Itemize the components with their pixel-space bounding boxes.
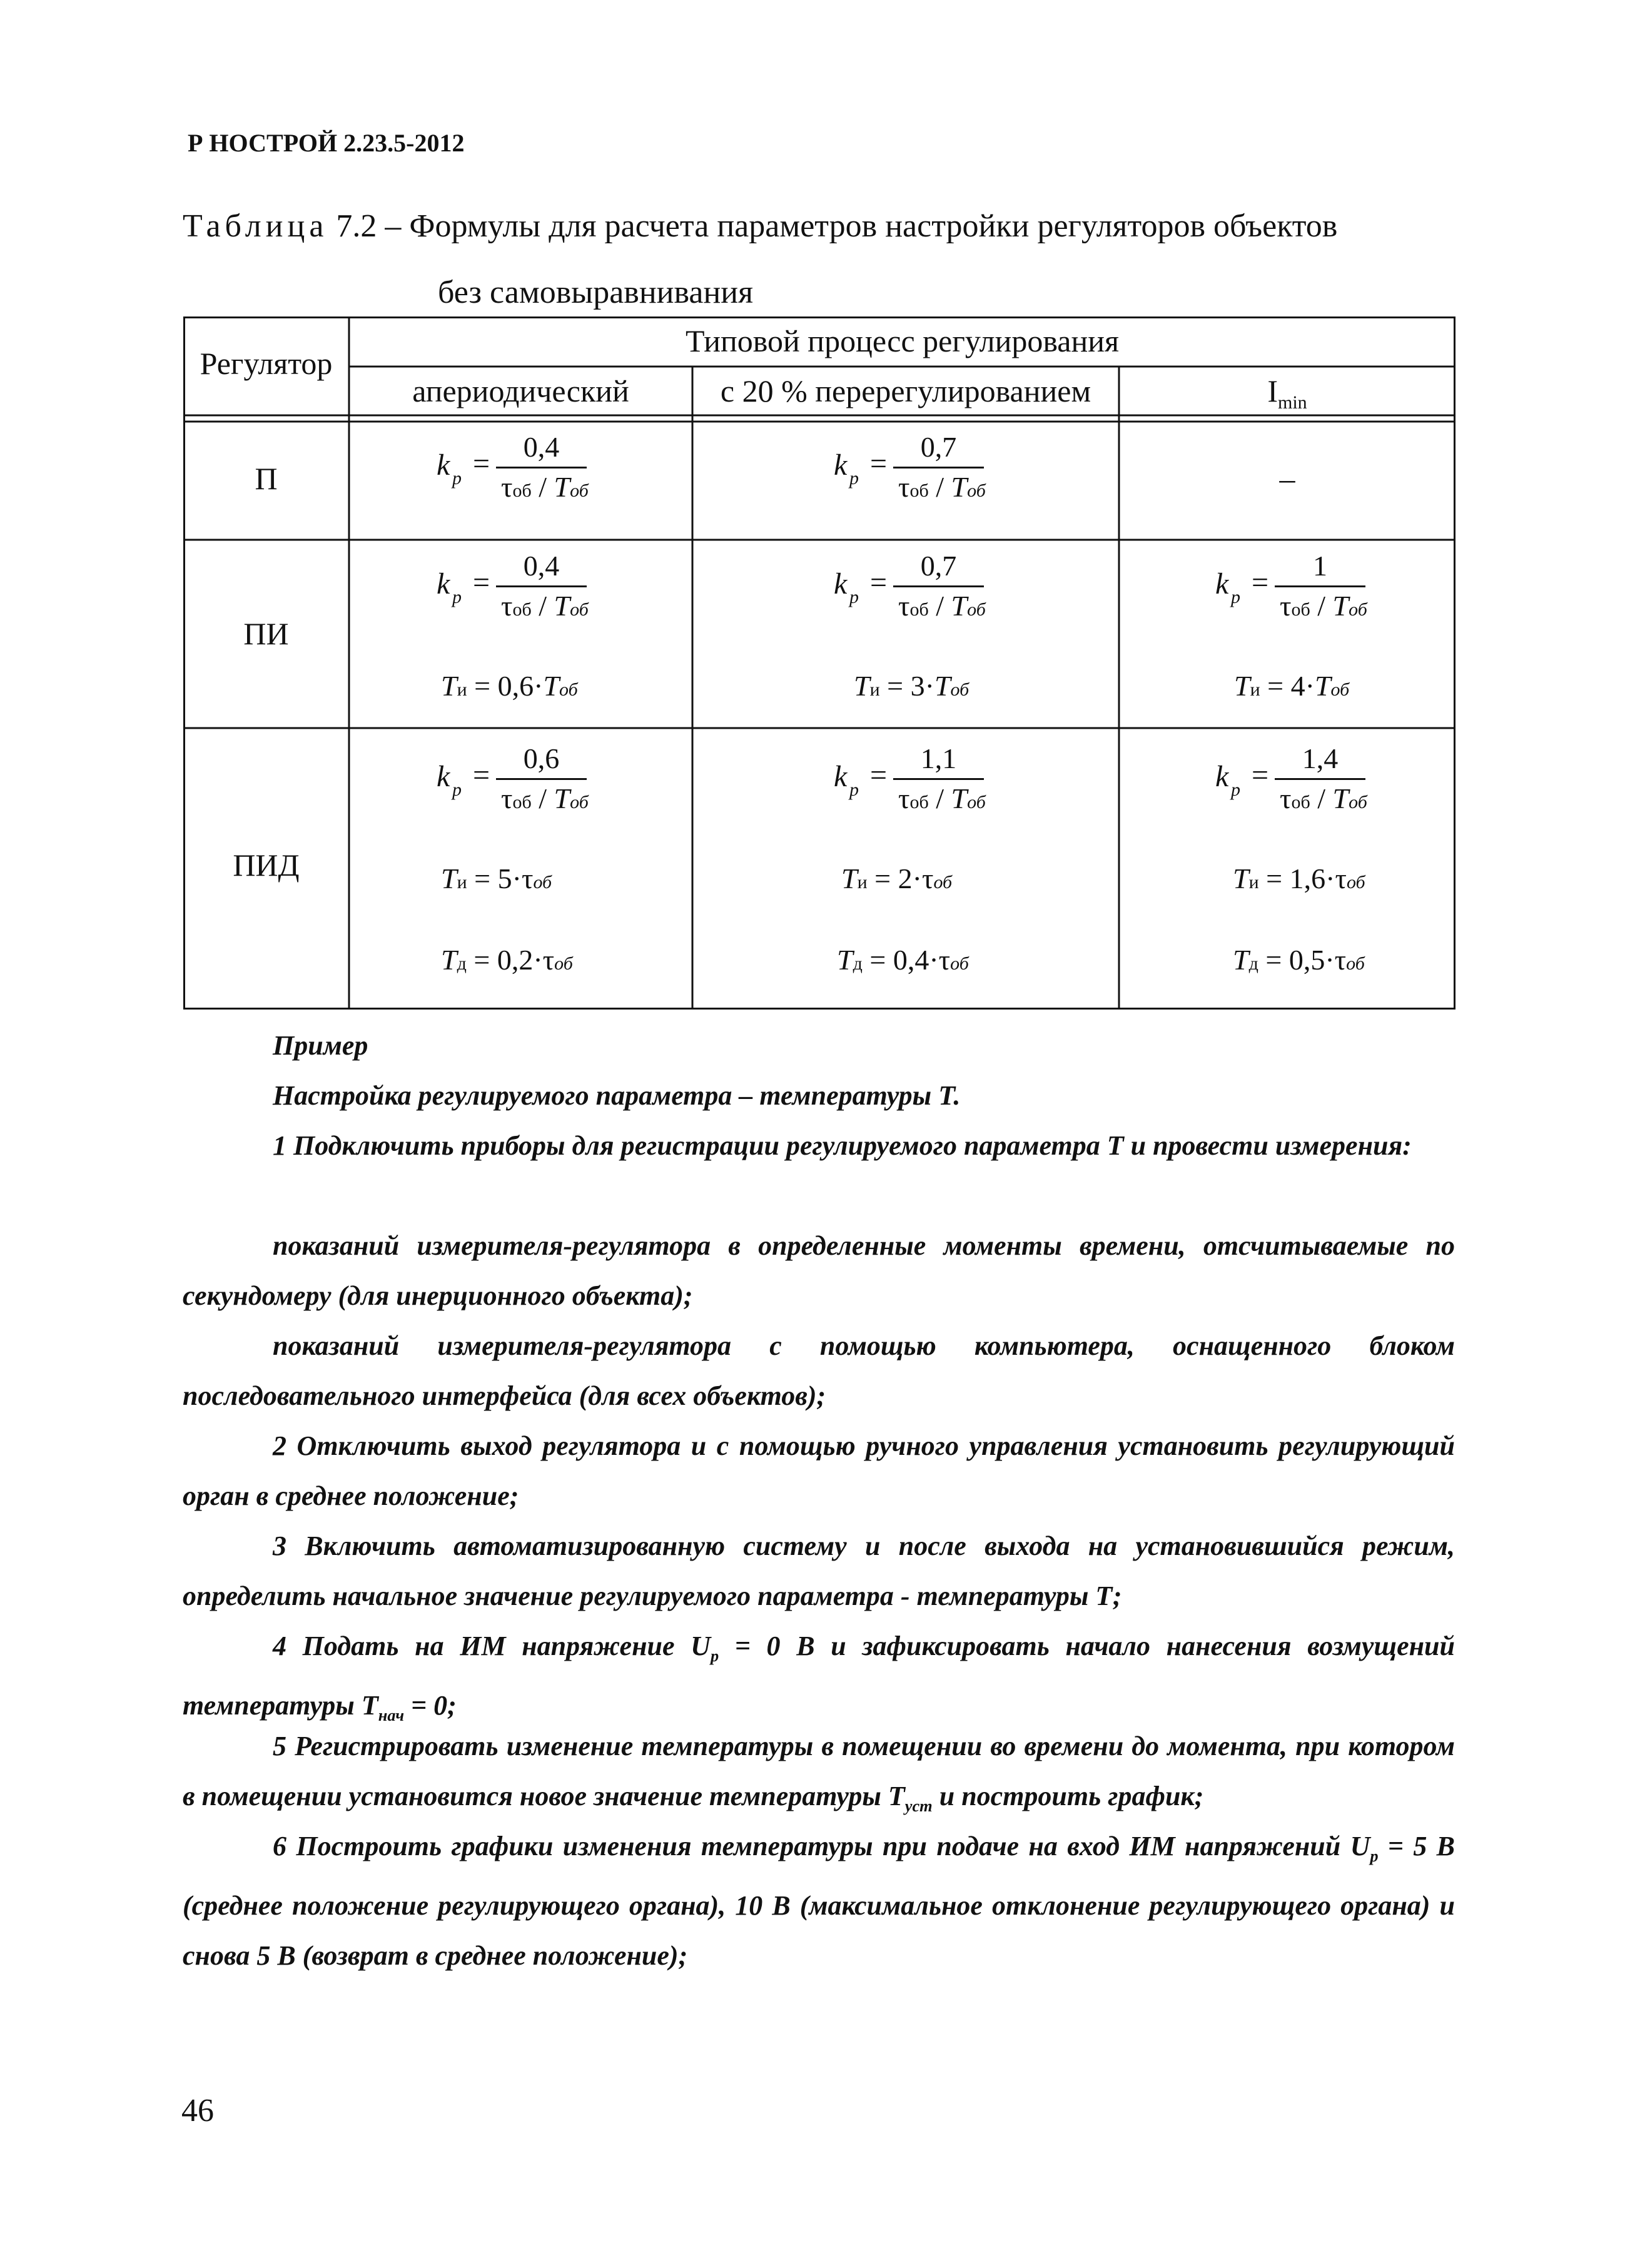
td-formula: Tд = 0,5·τоб [1233,944,1365,976]
header-process: Типовой процесс регулирования [685,323,1120,358]
table-grid [183,316,1455,1010]
table-caption [183,208,1337,245]
ti-formula: Tи = 3·Tоб [854,670,969,702]
cell-p-imin-dash: – [1279,461,1295,496]
example-step-1: 1 Подключить приборы для регистрации регулируемого параметра Т и провести измерения: [273,1130,1412,1161]
ti-formula: Tи = 1,6·τоб [1233,863,1365,894]
row-name-pi: ПИ [243,616,289,651]
example-step-2: 2 Отключить выход регулятора и с помощью ручного управления установить регулирующий орган в среднее положение; [183,1430,1455,1511]
document-code: Р НОСТРОЙ 2.23.5-2012 [188,129,465,157]
parameters-table: Регулятор Типовой процесс регулирования апериодический с 20 % перерегулированием $I_{min}$ П ПИ ПИД – k p = 0,4 τоб / Tоб k p = 0,7 τоб / Tоб k p = 0,4 τоб / Tоб k p = 0,7 τоб / Tоб k p = 1 τоб / Tоб Tи = 0,6·Tоб Tи = 3·Tоб Tи = 4·Tоб k p = 0,6 τоб / Tоб k p = 1,1 τоб / Tоб k p = 1,4 τоб / Tоб Tи = 5·τоб Tи = 2·τоб Tи = 1,6·τоб Tд = 0,2·τоб Tд = 0,4·τоб Tд = 0,5·τоб [183,316,1455,1010]
td-formula: Tд = 0,4·τоб [837,944,969,976]
table-caption-line2: без самовыравнивания [438,275,754,310]
example-step-4: 4 Подать на ИМ напряжение $U_р = 0$ В и зафиксировать начало нанесения возмущений температуры $T_{нач} = 0$; [183,1631,1455,1724]
header-overshoot: с 20 % перерегулированием [720,373,1091,408]
ti-formula: Tи = 2·τоб [841,863,953,894]
page-number: 46 [181,2093,214,2129]
header-imin-main: I [1267,373,1278,408]
example-item-a: показаний измерителя-регулятора в определенные моменты времени, отсчитываемые по секундомеру (для инерционного объекта); [183,1230,1455,1311]
example-title: Пример [273,1030,368,1061]
example-item-b: показаний измерителя-регулятора с помощью компьютера, оснащенного блоком последовательного интерфейса (для всех объектов); [183,1330,1455,1411]
row-name-pid: ПИД [233,848,300,883]
td-formula: Tд = 0,2·τоб [441,944,573,976]
table-caption-title: 7.2 – Формулы для расчета параметров настройки регуляторов объектов [336,208,1338,244]
header-imin [1119,373,1455,413]
ti-formula: Tи = 0,6·Tоб [441,670,578,702]
header-regulator: Регулятор [200,346,333,381]
row-name-p: П [255,461,278,496]
table-caption-label: Таблица [183,208,328,244]
example-step-5: 5 Регистрировать изменение температуры в помещении во времени до момента, при котором в помещении установится новое значение температуры $T_{уст}$ и построить график; [183,1731,1455,1815]
ti-formula: Tи = 5·τоб [441,863,552,894]
example-subtitle: Настройка регулируемого параметра – температуры Т. [273,1080,961,1111]
example-step-6: 6 Построить графики изменения температуры при подаче на вход ИМ напряжений $U_р = 5$ В (среднее положение регулирующего органа), 10 В (максимальное отклонение регулирующего органа) и снова 5 В (возврат в среднее положение); [183,1831,1455,1971]
ti-formula: Tи = 4·Tоб [1234,670,1350,702]
header-imin-sub: min [1277,392,1307,413]
header-aperiodic: апериодический [412,373,629,408]
example-step-3: 3 Включить автоматизированную систему и после выхода на установившийся режим, определить начальное значение регулируемого параметра - температуры Т; [183,1531,1455,1611]
